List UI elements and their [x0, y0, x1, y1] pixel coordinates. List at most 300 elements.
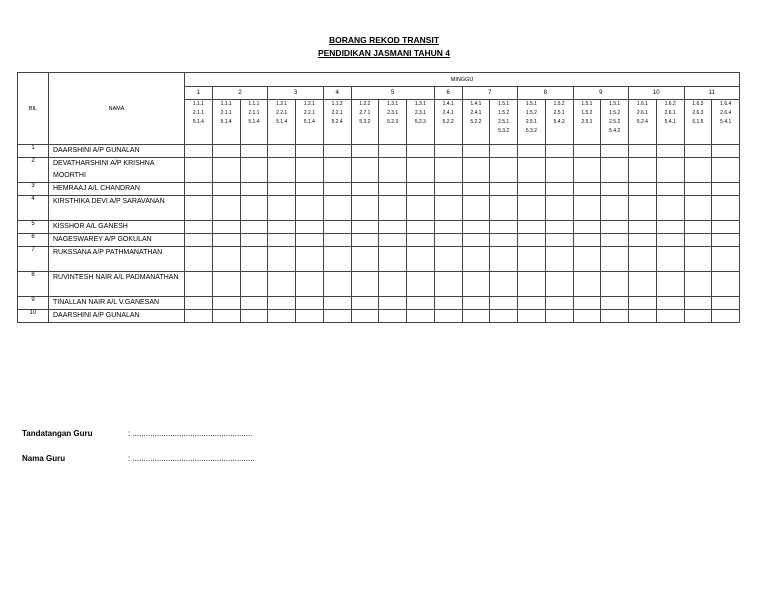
week-label: 9	[573, 87, 629, 100]
standard-code: 5.3.2	[525, 128, 537, 134]
minggu-header: MINGGU	[185, 73, 740, 87]
record-cell[interactable]	[296, 183, 324, 196]
record-cell[interactable]	[268, 234, 296, 247]
record-cell[interactable]	[212, 221, 240, 234]
record-cell[interactable]	[240, 145, 268, 158]
record-cell[interactable]	[296, 234, 324, 247]
standard-code-cell	[545, 100, 573, 145]
record-cell[interactable]	[185, 310, 213, 323]
nama-guru-label: Nama Guru	[22, 454, 66, 463]
record-cell[interactable]	[601, 247, 629, 272]
record-cell[interactable]	[573, 221, 601, 234]
record-cell[interactable]	[684, 196, 712, 221]
record-cell[interactable]	[407, 310, 435, 323]
record-cell[interactable]	[240, 272, 268, 297]
record-cell[interactable]	[629, 247, 657, 272]
record-cell[interactable]	[268, 196, 296, 221]
standard-code: 1.5.2	[525, 110, 537, 116]
record-cell[interactable]	[573, 145, 601, 158]
record-cell[interactable]	[323, 196, 351, 221]
record-cell[interactable]	[379, 272, 407, 297]
record-cell[interactable]	[351, 247, 379, 272]
record-cell[interactable]	[434, 310, 462, 323]
standard-code: 5.2.4	[636, 119, 648, 125]
record-cell[interactable]	[296, 196, 324, 221]
standard-code-cell	[212, 100, 240, 145]
record-cell[interactable]	[462, 221, 490, 234]
record-cell[interactable]	[684, 272, 712, 297]
record-cell[interactable]	[656, 196, 684, 221]
record-cell[interactable]	[518, 221, 546, 234]
standard-code: 1.6.1	[636, 101, 648, 107]
record-cell[interactable]	[185, 158, 213, 183]
student-name: DAARSHINI A/P GUNALAN	[49, 310, 185, 323]
record-cell[interactable]	[490, 145, 518, 158]
record-cell[interactable]	[407, 145, 435, 158]
record-cell[interactable]	[629, 196, 657, 221]
record-cell[interactable]	[379, 183, 407, 196]
standard-code: 2.3.1	[387, 110, 399, 116]
standard-code: 2.2.1	[276, 110, 288, 116]
record-cell[interactable]	[545, 221, 573, 234]
student-name: HEMRAAJ A/L CHANDRAN	[49, 183, 185, 196]
record-cell[interactable]	[351, 145, 379, 158]
record-cell[interactable]	[434, 183, 462, 196]
nama-header: NAMA	[49, 73, 185, 145]
record-cell[interactable]	[573, 183, 601, 196]
tandatangan-field[interactable]: : ......................................................	[128, 429, 253, 438]
record-cell[interactable]	[462, 183, 490, 196]
record-cell[interactable]	[268, 158, 296, 183]
record-cell[interactable]	[296, 145, 324, 158]
record-cell[interactable]	[268, 145, 296, 158]
record-cell[interactable]	[629, 221, 657, 234]
record-cell[interactable]	[296, 310, 324, 323]
record-cell[interactable]	[712, 234, 740, 247]
record-cell[interactable]	[323, 297, 351, 310]
record-cell[interactable]	[351, 196, 379, 221]
student-name: RUVINTESH NAIR A/L PADMANATHAN	[49, 272, 185, 297]
standard-code: 5.1.4	[192, 119, 204, 125]
standard-code-cell	[656, 100, 684, 145]
record-cell[interactable]	[629, 183, 657, 196]
record-cell[interactable]	[684, 234, 712, 247]
standard-code-cell	[379, 100, 407, 145]
record-cell[interactable]	[323, 183, 351, 196]
record-cell[interactable]	[462, 310, 490, 323]
record-cell[interactable]	[185, 234, 213, 247]
student-number: 6	[18, 234, 49, 247]
student-name: KISSHOR A/L GANESH	[49, 221, 185, 234]
student-number: 2	[18, 158, 49, 183]
record-cell[interactable]	[268, 297, 296, 310]
record-cell[interactable]	[212, 272, 240, 297]
student-number: 1	[18, 145, 49, 158]
standard-code: 2.1.1	[220, 110, 232, 116]
standard-code-cell	[240, 100, 268, 145]
record-cell[interactable]	[296, 247, 324, 272]
record-cell[interactable]	[601, 196, 629, 221]
standard-code-cell	[351, 100, 379, 145]
record-cell[interactable]	[490, 310, 518, 323]
week-label: 3	[268, 87, 324, 100]
standard-code-cell	[712, 100, 740, 145]
record-cell[interactable]	[379, 310, 407, 323]
record-cell[interactable]	[268, 247, 296, 272]
record-cell[interactable]	[212, 310, 240, 323]
record-cell[interactable]	[323, 272, 351, 297]
standard-code: 5.2.3	[414, 119, 426, 125]
standard-code-cell	[601, 100, 629, 145]
standard-code: 1.5.2	[581, 110, 593, 116]
record-cell[interactable]	[629, 272, 657, 297]
standard-code: 5.2.4	[331, 119, 343, 125]
record-cell[interactable]	[545, 272, 573, 297]
student-name: DAARSHINI A/P GUNALAN	[49, 145, 185, 158]
week-label: 1	[185, 87, 213, 100]
standard-code: 5.3.2	[359, 119, 371, 125]
standard-code: 1.1.1	[192, 101, 204, 107]
record-cell[interactable]	[545, 183, 573, 196]
record-cell[interactable]	[684, 221, 712, 234]
record-cell[interactable]	[240, 196, 268, 221]
record-cell[interactable]	[379, 297, 407, 310]
record-cell[interactable]	[351, 234, 379, 247]
standard-code: 2.5.1	[581, 119, 593, 125]
record-cell[interactable]	[518, 234, 546, 247]
record-cell[interactable]	[212, 297, 240, 310]
record-cell[interactable]	[323, 234, 351, 247]
record-cell[interactable]	[296, 221, 324, 234]
week-label: 6	[434, 87, 462, 100]
record-cell[interactable]	[434, 247, 462, 272]
week-label: 11	[684, 87, 740, 100]
record-cell[interactable]	[490, 297, 518, 310]
record-cell[interactable]	[684, 183, 712, 196]
week-label: 10	[629, 87, 685, 100]
standard-code: 5.1.4	[276, 119, 288, 125]
record-cell[interactable]	[434, 158, 462, 183]
record-cell[interactable]	[434, 145, 462, 158]
record-cell[interactable]	[601, 145, 629, 158]
record-cell[interactable]	[545, 158, 573, 183]
record-cell[interactable]	[379, 145, 407, 158]
record-cell[interactable]	[601, 297, 629, 310]
record-cell[interactable]	[712, 272, 740, 297]
student-name: TINALLAN NAIR A/L V.GANESAN	[49, 297, 185, 310]
standard-code: 2.5.2	[609, 119, 621, 125]
standard-code: 5.4.1	[720, 119, 732, 125]
standard-code: 1.6.2	[664, 101, 676, 107]
record-cell[interactable]	[518, 247, 546, 272]
record-cell[interactable]	[185, 196, 213, 221]
standard-code: 5.1.4	[220, 119, 232, 125]
standard-code: 2.5.1	[553, 110, 565, 116]
record-cell[interactable]	[656, 297, 684, 310]
student-name: RUKSSANA A/P PATHMANATHAN	[49, 247, 185, 272]
record-cell[interactable]	[712, 247, 740, 272]
record-cell[interactable]	[573, 272, 601, 297]
record-cell[interactable]	[323, 145, 351, 158]
record-cell[interactable]	[712, 310, 740, 323]
record-cell[interactable]	[712, 297, 740, 310]
standard-code: 1.5.2	[553, 101, 565, 107]
record-cell[interactable]	[296, 158, 324, 183]
record-cell[interactable]	[462, 247, 490, 272]
record-cell[interactable]	[268, 310, 296, 323]
record-cell[interactable]	[212, 183, 240, 196]
standard-code-cell	[434, 100, 462, 145]
week-label: 2	[212, 87, 268, 100]
record-cell[interactable]	[518, 158, 546, 183]
record-cell[interactable]	[212, 158, 240, 183]
record-cell[interactable]	[573, 247, 601, 272]
standard-code: 1.5.1	[581, 101, 593, 107]
record-cell[interactable]	[240, 158, 268, 183]
record-cell[interactable]	[712, 221, 740, 234]
record-cell[interactable]	[490, 158, 518, 183]
record-cell[interactable]	[351, 297, 379, 310]
record-cell[interactable]	[351, 272, 379, 297]
record-cell[interactable]	[296, 297, 324, 310]
record-cell[interactable]	[601, 272, 629, 297]
standard-code-cell	[268, 100, 296, 145]
standard-code: 5.2.3	[387, 119, 399, 125]
record-cell[interactable]	[601, 234, 629, 247]
title-line-2: PENDIDIKAN JASMANI TAHUN 4	[317, 48, 451, 58]
record-cell[interactable]	[712, 196, 740, 221]
record-cell[interactable]	[323, 247, 351, 272]
record-cell[interactable]	[545, 310, 573, 323]
record-cell[interactable]	[573, 310, 601, 323]
record-cell[interactable]	[407, 272, 435, 297]
record-cell[interactable]	[240, 234, 268, 247]
record-cell[interactable]	[684, 310, 712, 323]
record-cell[interactable]	[490, 234, 518, 247]
record-cell[interactable]	[712, 145, 740, 158]
record-cell[interactable]	[351, 221, 379, 234]
standard-code: 5.1.4	[303, 119, 315, 125]
standard-code-cell	[518, 100, 546, 145]
record-cell[interactable]	[656, 310, 684, 323]
record-cell[interactable]	[351, 183, 379, 196]
record-cell[interactable]	[434, 272, 462, 297]
record-cell[interactable]	[212, 247, 240, 272]
table-row	[18, 272, 740, 297]
record-cell[interactable]	[656, 158, 684, 183]
record-cell[interactable]	[296, 272, 324, 297]
standard-code: 5.4.2	[609, 128, 621, 134]
record-cell[interactable]	[601, 183, 629, 196]
record-cell[interactable]	[434, 196, 462, 221]
standard-code: 2.6.1	[636, 110, 648, 116]
record-cell[interactable]	[545, 234, 573, 247]
student-number: 5	[18, 221, 49, 234]
standard-code: 1.3.1	[387, 101, 399, 107]
standard-code-cell	[185, 100, 213, 145]
record-cell[interactable]	[629, 234, 657, 247]
student-number: 4	[18, 196, 49, 221]
record-cell[interactable]	[684, 297, 712, 310]
table-row	[18, 183, 740, 196]
student-list	[18, 145, 740, 323]
record-cell[interactable]	[185, 247, 213, 272]
standard-code: 2.6.1	[664, 110, 676, 116]
record-cell[interactable]	[545, 196, 573, 221]
record-cell[interactable]	[490, 272, 518, 297]
record-cell[interactable]	[518, 297, 546, 310]
standard-code: 1.2.1	[303, 101, 315, 107]
standard-code: 5.3.2	[498, 128, 510, 134]
record-cell[interactable]	[379, 221, 407, 234]
record-cell[interactable]	[407, 158, 435, 183]
record-cell[interactable]	[434, 297, 462, 310]
week-label: 7	[462, 87, 518, 100]
standard-code: 5.2.2	[470, 119, 482, 125]
record-cell[interactable]	[240, 297, 268, 310]
record-cell[interactable]	[545, 145, 573, 158]
record-cell[interactable]	[656, 272, 684, 297]
record-cell[interactable]	[379, 158, 407, 183]
standard-code: 1.1.2	[331, 101, 343, 107]
record-cell[interactable]	[601, 221, 629, 234]
record-cell[interactable]	[656, 183, 684, 196]
record-cell[interactable]	[185, 183, 213, 196]
standard-code-cell	[684, 100, 712, 145]
record-cell[interactable]	[573, 297, 601, 310]
record-cell[interactable]	[656, 247, 684, 272]
record-cell[interactable]	[656, 145, 684, 158]
standard-code: 2.4.1	[442, 110, 454, 116]
tandatangan-label: Tandatangan Guru	[22, 429, 93, 438]
record-cell[interactable]	[407, 234, 435, 247]
record-cell[interactable]	[573, 158, 601, 183]
record-cell[interactable]	[323, 221, 351, 234]
record-cell[interactable]	[518, 310, 546, 323]
standard-code: 1.4.1	[442, 101, 454, 107]
table-row	[18, 145, 740, 158]
student-number: 9	[18, 297, 49, 310]
record-cell[interactable]	[490, 183, 518, 196]
record-cell[interactable]	[518, 272, 546, 297]
title-line-1: BORANG REKOD TRANSIT	[328, 35, 440, 45]
record-cell[interactable]	[185, 297, 213, 310]
standard-code-cell	[490, 100, 518, 145]
standard-code: 2.6.3	[692, 110, 704, 116]
standard-code: 1.5.1	[609, 101, 621, 107]
record-cell[interactable]	[407, 247, 435, 272]
record-cell[interactable]	[240, 221, 268, 234]
record-cell[interactable]	[712, 183, 740, 196]
record-cell[interactable]	[545, 247, 573, 272]
record-cell[interactable]	[185, 145, 213, 158]
table-row	[18, 234, 740, 247]
record-cell[interactable]	[490, 196, 518, 221]
record-cell[interactable]	[629, 158, 657, 183]
record-cell[interactable]	[684, 145, 712, 158]
nama-guru-field[interactable]: : .......................................................	[128, 454, 255, 463]
standard-code-cell	[462, 100, 490, 145]
record-cell[interactable]	[323, 310, 351, 323]
standard-code-cell	[323, 100, 351, 145]
record-cell[interactable]	[351, 310, 379, 323]
record-cell[interactable]	[573, 196, 601, 221]
record-cell[interactable]	[268, 183, 296, 196]
standard-code: 2.4.1	[470, 110, 482, 116]
record-cell[interactable]	[656, 221, 684, 234]
standard-code: 2.5.1	[498, 119, 510, 125]
standard-code: 1.5.2	[609, 110, 621, 116]
record-cell[interactable]	[656, 234, 684, 247]
record-cell[interactable]	[684, 247, 712, 272]
table-row	[18, 221, 740, 234]
record-cell[interactable]	[462, 234, 490, 247]
record-cell[interactable]	[185, 221, 213, 234]
record-cell[interactable]	[629, 310, 657, 323]
record-cell[interactable]	[518, 183, 546, 196]
record-cell[interactable]	[601, 158, 629, 183]
standard-code: 5.1.4	[248, 119, 260, 125]
record-cell[interactable]	[212, 234, 240, 247]
standard-code-cell	[296, 100, 324, 145]
record-cell[interactable]	[601, 310, 629, 323]
record-cell[interactable]	[268, 272, 296, 297]
record-cell[interactable]	[240, 183, 268, 196]
record-cell[interactable]	[518, 145, 546, 158]
record-cell[interactable]	[185, 272, 213, 297]
record-cell[interactable]	[240, 310, 268, 323]
record-cell[interactable]	[462, 145, 490, 158]
record-cell[interactable]	[712, 158, 740, 183]
record-cell[interactable]	[407, 221, 435, 234]
record-cell[interactable]	[545, 297, 573, 310]
record-cell[interactable]	[629, 297, 657, 310]
table-row	[18, 310, 740, 323]
record-cell[interactable]	[379, 234, 407, 247]
record-cell[interactable]	[407, 297, 435, 310]
record-cell[interactable]	[518, 196, 546, 221]
record-cell[interactable]	[462, 272, 490, 297]
record-cell[interactable]	[490, 247, 518, 272]
record-cell[interactable]	[212, 196, 240, 221]
record-cell[interactable]	[240, 247, 268, 272]
table-row	[18, 196, 740, 221]
record-cell[interactable]	[573, 234, 601, 247]
standard-code: 5.4.1	[664, 119, 676, 125]
record-cell[interactable]	[629, 145, 657, 158]
record-cell[interactable]	[407, 183, 435, 196]
week-label: 5	[351, 87, 434, 100]
record-cell[interactable]	[462, 297, 490, 310]
record-cell[interactable]	[379, 196, 407, 221]
bil-header: BIL	[18, 73, 49, 145]
record-cell[interactable]	[684, 158, 712, 183]
student-name: NAGESWAREY A/P GOKULAN	[49, 234, 185, 247]
record-cell[interactable]	[351, 158, 379, 183]
record-cell[interactable]	[323, 158, 351, 183]
record-cell[interactable]	[462, 158, 490, 183]
record-cell[interactable]	[268, 221, 296, 234]
standard-code: 1.4.1	[470, 101, 482, 107]
table-row	[18, 158, 740, 183]
record-cell[interactable]	[212, 145, 240, 158]
record-cell[interactable]	[379, 247, 407, 272]
record-cell[interactable]	[490, 221, 518, 234]
record-cell[interactable]	[462, 196, 490, 221]
record-cell[interactable]	[434, 234, 462, 247]
record-cell[interactable]	[434, 221, 462, 234]
record-cell[interactable]	[407, 196, 435, 221]
